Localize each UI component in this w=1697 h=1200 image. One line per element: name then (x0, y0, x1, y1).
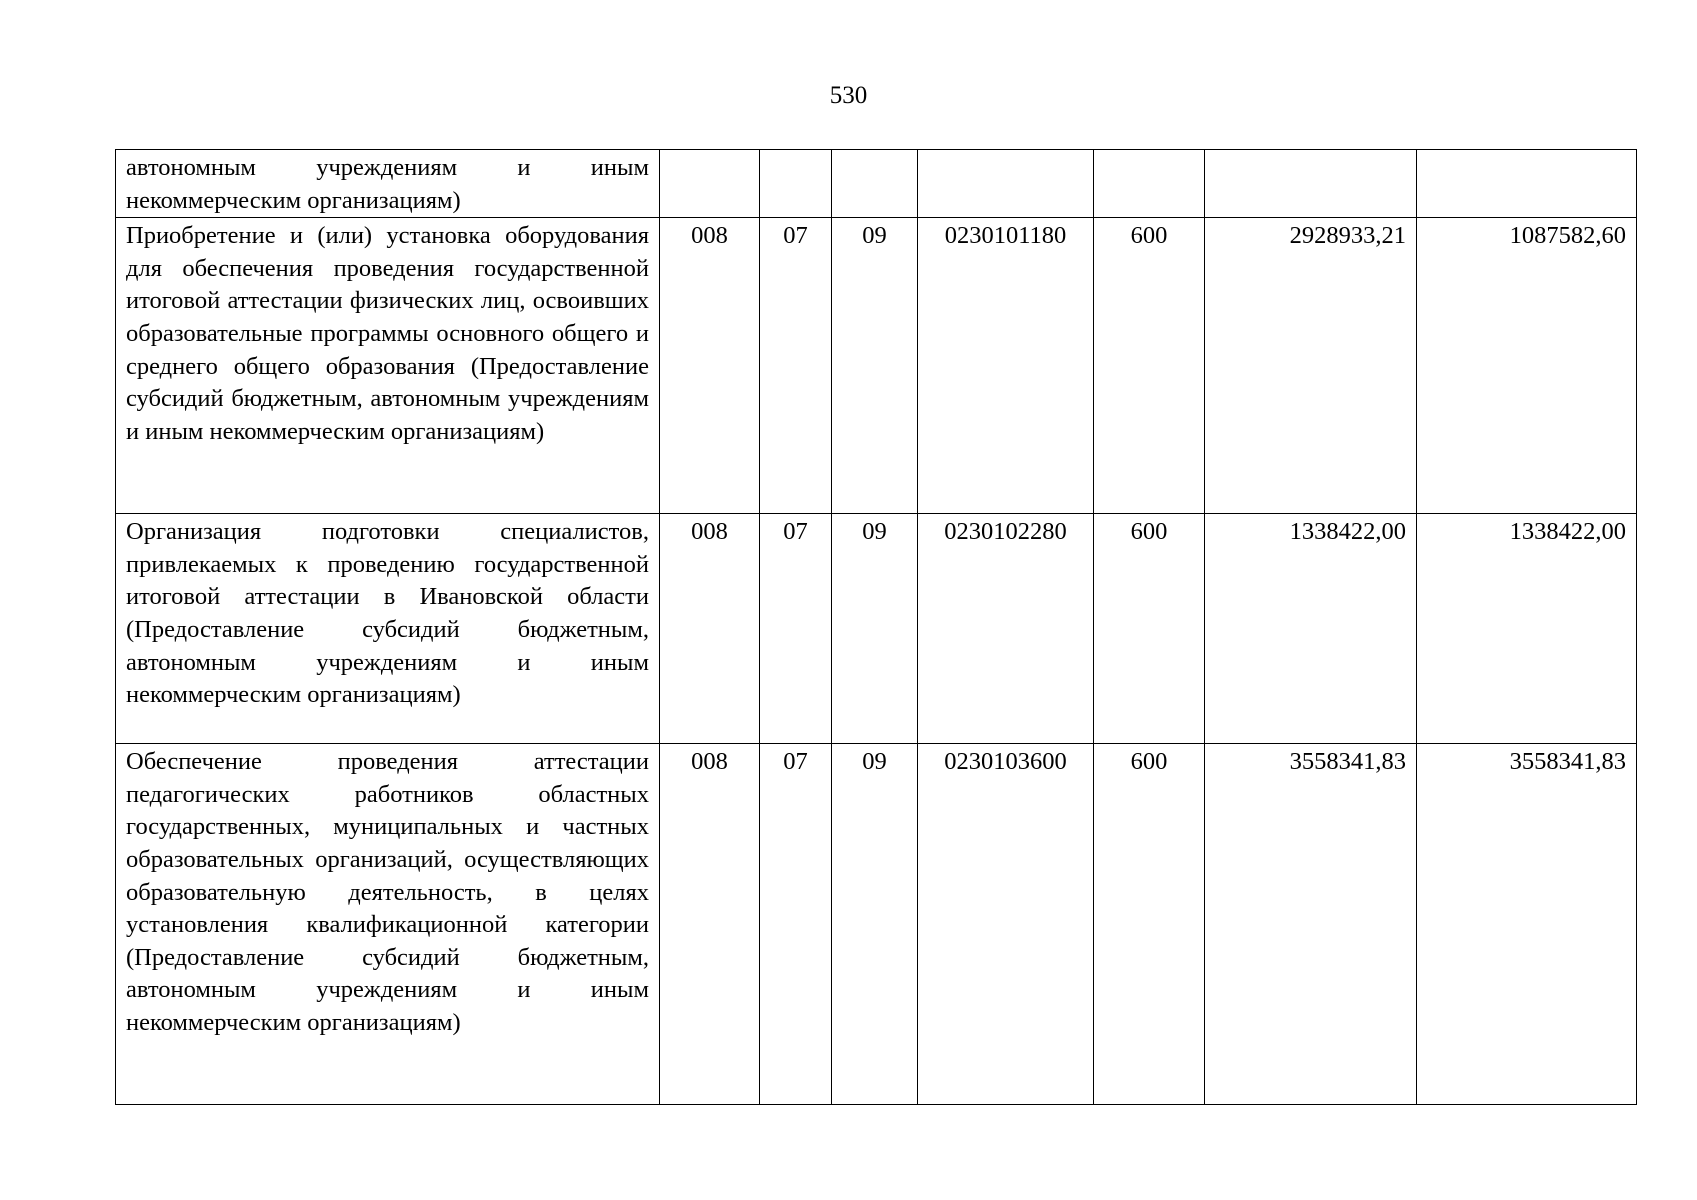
amount-year-2: 1338422,00 (1417, 514, 1637, 744)
budget-table (115, 149, 1637, 1105)
target-article-code: 0230102280 (918, 514, 1094, 744)
amount-year-2 (1417, 150, 1637, 218)
amount-year-1 (1205, 150, 1417, 218)
section-code: 07 (760, 514, 832, 744)
target-article-code: 0230101180 (918, 218, 1094, 514)
subsection-code: 09 (832, 744, 918, 1105)
expense-type-code: 600 (1094, 744, 1205, 1105)
subsection-code: 09 (832, 218, 918, 514)
row-description: Организация подготовки специалистов, привлекаемых к проведению государственной итоговой аттестации в Ивановской области (Предоставление субсидий бюджетным, автономным учреждениям и иным некоммерческим организациям) (116, 514, 660, 744)
row-description: Приобретение и (или) установка оборудования для обеспечения проведения государственной итоговой аттестации физических лиц, освоивших образовательные программы основного общего и среднего общего образования (Предоставление субсидий бюджетным, автономным учреждениям и иным некоммерческим организациям) (116, 218, 660, 514)
amount-year-1: 1338422,00 (1205, 514, 1417, 744)
section-code: 07 (760, 218, 832, 514)
expense-type-code (1094, 150, 1205, 218)
expense-type-code: 600 (1094, 514, 1205, 744)
admin-code: 008 (660, 514, 760, 744)
amount-year-1: 2928933,21 (1205, 218, 1417, 514)
page-number: 530 (829, 82, 868, 109)
target-article-code (918, 150, 1094, 218)
subsection-code (832, 150, 918, 218)
row-description: Обеспечение проведения аттестации педагогических работников областных государственных, муниципальных и частных образовательных организаций, осуществляющих образовательную деятельность, в целях установления квалификационной категории (Предоставление субсидий бюджетным, автономным учреждениям и иным некоммерческим организациям) (116, 744, 660, 1105)
table-row (116, 514, 1637, 744)
table-row (116, 150, 1637, 218)
amount-year-2: 3558341,83 (1417, 744, 1637, 1105)
row-description: автономным учреждениям и иным некоммерческим организациям) (116, 150, 660, 218)
subsection-code: 09 (832, 514, 918, 744)
target-article-code: 0230103600 (918, 744, 1094, 1105)
table-row (116, 744, 1637, 1105)
table-row (116, 218, 1637, 514)
section-code: 07 (760, 744, 832, 1105)
section-code (760, 150, 832, 218)
expense-type-code: 600 (1094, 218, 1205, 514)
amount-year-1: 3558341,83 (1205, 744, 1417, 1105)
admin-code: 008 (660, 218, 760, 514)
admin-code: 008 (660, 744, 760, 1105)
amount-year-2: 1087582,60 (1417, 218, 1637, 514)
admin-code (660, 150, 760, 218)
